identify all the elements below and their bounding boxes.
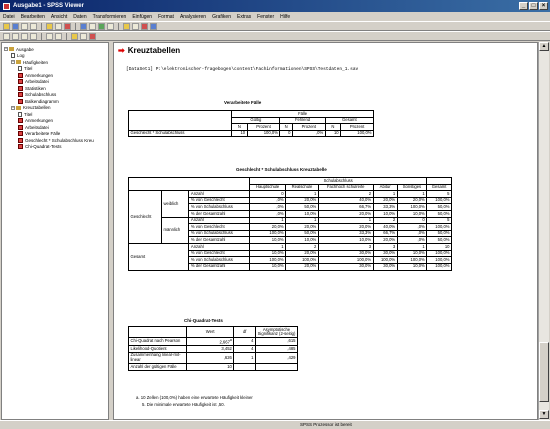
table-cell: 100,0% <box>250 230 286 237</box>
menu-item[interactable]: Bearbeiten <box>20 13 45 20</box>
table-cell: 0 <box>397 217 427 224</box>
chi-square-title: Chi-Quadrat-Tests <box>184 318 223 323</box>
corner-cell <box>129 178 250 191</box>
table-icon <box>18 118 23 123</box>
print-preview-icon[interactable] <box>30 23 37 30</box>
tree-item-label: Geschlecht * Schulabschluss Kreu <box>25 137 94 143</box>
menu-item[interactable]: Ansicht <box>50 13 68 20</box>
insert-text-icon[interactable] <box>132 23 139 30</box>
chi-square-table[interactable] <box>128 326 298 371</box>
output-pane[interactable] <box>113 42 538 420</box>
table-cell: 100,0% <box>250 257 286 264</box>
hide-icon[interactable] <box>55 33 62 40</box>
column-header: Prozent <box>292 124 325 131</box>
dataset-path: [DataSet1] P:\elektronischer-fragebogen\content\Fachinformationen\SPSS\Testdaten_1.sav <box>126 67 359 72</box>
table-cell: 1 <box>250 217 286 224</box>
table-cell: 10,0% <box>318 237 373 244</box>
table-cell <box>256 338 298 346</box>
table-cell: 10,0% <box>250 250 286 257</box>
table-row <box>129 338 298 346</box>
close-button[interactable]: × <box>539 2 548 10</box>
table-cell <box>187 352 234 363</box>
table-cell: 100,0% <box>341 130 374 137</box>
crosstab-table[interactable] <box>128 177 452 271</box>
cell-value: 4 <box>251 338 254 344</box>
menu-item[interactable]: Analysieren <box>179 13 207 20</box>
tree-item-label: Statistiken <box>25 85 46 91</box>
table-cell: 100,0% <box>397 257 427 264</box>
table-cell: 10,0% <box>286 237 319 244</box>
table-row <box>129 244 452 251</box>
section-heading-text: Kreuztabellen <box>127 46 181 55</box>
table-cell: 20,0% <box>373 197 397 204</box>
crosstab-title: Geschlecht * Schulabschluss Kreuztabelle <box>236 167 327 172</box>
tree-item-label: Schulabschluss <box>25 92 57 98</box>
maximize-button[interactable]: □ <box>529 2 538 10</box>
table-cell: 0 <box>280 130 293 137</box>
table-row <box>129 178 452 185</box>
table-cell: 10,0% <box>250 263 286 270</box>
table-cell: ,0% <box>397 237 427 244</box>
corner-cell <box>129 111 232 131</box>
scroll-thumb[interactable] <box>539 342 549 402</box>
table-cell: 20,0% <box>286 224 319 231</box>
row-header: % der Gesamtzahl <box>189 263 250 270</box>
show-all-icon[interactable] <box>141 23 148 30</box>
table-cell: 30,0% <box>318 250 373 257</box>
table-cell: 100,0% <box>427 257 452 264</box>
table-icon <box>18 86 23 91</box>
book-icon <box>16 60 21 64</box>
document-icon <box>18 66 22 71</box>
document-icon <box>11 53 15 58</box>
insert-heading-icon[interactable] <box>71 33 78 40</box>
chi-footnote-1: a. 10 Zellen (100,0%) haben eine erwartete Häufigkeit kleiner <box>136 395 253 400</box>
column-header: Fachhoch schulreife <box>318 184 373 191</box>
table-cell: 20,0% <box>286 250 319 257</box>
cell-value: ,615 <box>287 338 296 344</box>
save-icon[interactable] <box>12 23 19 30</box>
row-header: % von Geschlecht <box>189 250 250 257</box>
variables-icon[interactable] <box>98 23 105 30</box>
tree-item-label: Anmerkungen <box>25 118 54 124</box>
table-cell: 50,0% <box>427 230 452 237</box>
collapse-icon[interactable] <box>30 33 37 40</box>
table-icon <box>18 99 23 104</box>
tree-item-label: Log <box>17 53 25 59</box>
row-header: % von Geschlecht <box>189 197 250 204</box>
table-cell: 20,0% <box>397 197 427 204</box>
table-row <box>129 327 298 338</box>
table-row <box>129 352 298 363</box>
table-cell: 10,0% <box>397 250 427 257</box>
scroll-down-icon[interactable]: ▼ <box>539 410 549 419</box>
menu-item[interactable]: Transformieren <box>92 13 127 20</box>
table-cell: 50,0% <box>427 204 452 211</box>
table-cell: 1 <box>250 244 286 251</box>
table-cell: 1 <box>286 191 319 198</box>
table-row <box>129 364 298 371</box>
table-cell: 10 <box>427 244 452 251</box>
tree-item-label: Verarbeitete Fälle <box>25 131 61 137</box>
footnote-marker: a <box>229 337 232 342</box>
table-cell <box>187 338 234 346</box>
table-cell: 33,3% <box>373 204 397 211</box>
table-icon <box>18 131 23 136</box>
goto-case-icon[interactable] <box>89 23 96 30</box>
menu-item[interactable]: Einfügen <box>132 13 153 20</box>
vertical-scrollbar[interactable] <box>538 42 549 420</box>
tree-item[interactable] <box>4 137 106 144</box>
cell-value: ,485 <box>287 345 296 351</box>
row-header: Geschlecht <box>129 191 162 244</box>
table-cell: 50,0% <box>286 204 319 211</box>
row-header: Anzahl der gültigen Fälle <box>129 364 187 371</box>
table-cell: ,0% <box>250 204 286 211</box>
column-header: N <box>280 124 293 131</box>
table-row <box>129 217 452 224</box>
chi-footnote-2: 5. Die minimale erwartete Häufigkeit ist ,50. <box>142 402 225 407</box>
insert-title-icon[interactable] <box>123 23 130 30</box>
table-cell: 33,3% <box>318 230 373 237</box>
outline-toolbar <box>0 31 550 41</box>
column-header: N <box>325 124 340 131</box>
column-header: Realschule <box>286 184 319 191</box>
print-icon[interactable] <box>21 23 28 30</box>
row-header: % der Gesamtzahl <box>189 211 250 218</box>
menu-item[interactable]: Datei <box>3 13 15 20</box>
designate-window-icon[interactable] <box>150 23 157 30</box>
table-row <box>129 111 374 118</box>
menu-bar <box>0 12 550 21</box>
expand-toggle-icon[interactable]: − <box>5 46 8 52</box>
table-cell: 10 <box>325 130 340 137</box>
undo-icon[interactable] <box>64 23 71 30</box>
cell-value: ,429 <box>287 354 296 360</box>
table-cell: ,0% <box>397 230 427 237</box>
table-cell: 10,0% <box>250 237 286 244</box>
menu-item[interactable]: Grafiken <box>212 13 231 20</box>
table-cell: ,0% <box>250 197 286 204</box>
tree-item-label: Häufigkeiten <box>23 59 49 65</box>
row-header: Zusammenhang linear-mit-linear <box>129 352 187 363</box>
table-cell: 40,0% <box>373 224 397 231</box>
tree-item-label: Balkendiagramm <box>25 98 59 104</box>
menu-item[interactable]: Extras <box>236 13 252 20</box>
table-cell: 100,0% <box>286 257 319 264</box>
table-cell: 2 <box>373 217 397 224</box>
row-header: männlich <box>161 217 188 243</box>
table-cell: 100,0% <box>318 257 373 264</box>
table-cell: 3 <box>373 244 397 251</box>
expand-toggle-icon[interactable]: − <box>12 59 15 65</box>
table-cell: 50,0% <box>286 230 319 237</box>
document-icon <box>18 112 22 117</box>
column-header: Abitur <box>373 184 397 191</box>
table-cell: 100,0% <box>247 130 280 137</box>
outline-tree[interactable] <box>1 42 109 420</box>
tree-item-label: Arbeitsdatei <box>25 79 49 85</box>
column-header: Fehlend <box>280 117 325 124</box>
table-cell: 30,0% <box>373 263 397 270</box>
table-row <box>129 346 298 353</box>
row-header: weiblich <box>161 191 188 217</box>
table-cell: 5 <box>427 191 452 198</box>
table-cell <box>256 352 298 363</box>
tree-item-label: Titel <box>24 111 33 117</box>
case-summary-table[interactable] <box>128 110 374 137</box>
table-cell: 2 <box>318 191 373 198</box>
cell-value: ,626 <box>223 354 232 360</box>
tree-item-label: Anmerkungen <box>25 72 54 78</box>
table-cell: 3 <box>318 244 373 251</box>
status-message: SPSS Prozessor ist bereit <box>300 422 352 427</box>
table-cell: 66,7% <box>373 230 397 237</box>
table-cell: 50,0% <box>427 211 452 218</box>
goto-data-icon[interactable] <box>80 23 87 30</box>
table-cell: 30,0% <box>373 250 397 257</box>
window-title: Ausgabe1 - SPSS Viewer <box>13 3 84 9</box>
column-header: Gesamt <box>325 117 373 124</box>
table-cell <box>234 338 256 346</box>
table-cell <box>234 346 256 353</box>
case-summary-title: Verarbeitete Fälle <box>224 100 262 105</box>
insert-chart-icon[interactable] <box>89 33 96 40</box>
table-cell: 100,0% <box>427 224 452 231</box>
row-header: Chi-Quadrat nach Pearson <box>129 338 187 346</box>
column-header: df <box>234 327 256 338</box>
section-heading <box>118 46 180 55</box>
book-icon <box>16 106 21 110</box>
row-header: Anzahl <box>189 191 250 198</box>
row-header: Anzahl <box>189 244 250 251</box>
tree-item-label: Ausgabe <box>16 46 34 52</box>
table-icon <box>18 73 23 78</box>
table-cell: ,0% <box>397 224 427 231</box>
column-header: Fälle <box>232 111 374 118</box>
row-header: % von Geschlecht <box>189 224 250 231</box>
title-bar <box>0 0 550 12</box>
column-header: Gültig <box>232 117 280 124</box>
find-icon[interactable] <box>107 23 114 30</box>
column-header: Wert <box>187 327 234 338</box>
table-icon <box>18 125 23 130</box>
corner-cell <box>129 327 187 338</box>
cell-value: 1 <box>251 354 254 360</box>
demote-icon[interactable] <box>12 33 19 40</box>
show-icon[interactable] <box>46 33 53 40</box>
row-header: % von Schulabschluss <box>189 230 250 237</box>
table-cell: 100,0% <box>427 250 452 257</box>
table-cell: 50,0% <box>427 237 452 244</box>
cell-value: 10 <box>227 363 232 369</box>
table-cell: 10,0% <box>397 211 427 218</box>
table-icon <box>18 138 23 143</box>
table-cell: 30,0% <box>318 263 373 270</box>
cell-value: 4 <box>251 345 254 351</box>
table-cell: 1 <box>318 217 373 224</box>
table-cell <box>256 364 298 371</box>
table-cell <box>187 364 234 371</box>
table-cell: 66,7% <box>318 204 373 211</box>
table-cell <box>234 352 256 363</box>
column-header: N <box>232 124 247 131</box>
scroll-up-icon[interactable]: ▲ <box>539 42 549 51</box>
table-cell: 10 <box>232 130 247 137</box>
expand-icon[interactable] <box>21 33 28 40</box>
row-header: Gesamt <box>129 244 189 270</box>
table-cell: 20,0% <box>286 263 319 270</box>
table-cell: 1 <box>397 244 427 251</box>
tree-item[interactable] <box>4 144 106 151</box>
table-cell: 10,0% <box>373 211 397 218</box>
column-header: Prozent <box>247 124 280 131</box>
table-cell <box>234 364 256 371</box>
row-header: % der Gesamtzahl <box>189 237 250 244</box>
table-icon <box>18 92 23 97</box>
book-icon <box>9 47 14 51</box>
table-cell: 100,0% <box>427 263 452 270</box>
recall-dialog-icon[interactable] <box>55 23 62 30</box>
table-row <box>129 191 452 198</box>
row-header: Geschlecht * Schulabschluss <box>129 130 232 137</box>
table-cell: ,0% <box>292 130 325 137</box>
table-cell: 20,0% <box>318 224 373 231</box>
tree-item-label: Arbeitsdatei <box>25 124 49 130</box>
tree-item-label: Titel <box>24 66 33 72</box>
table-cell: ,0% <box>250 211 286 218</box>
table-cell: 2 <box>286 244 319 251</box>
minimize-button[interactable]: _ <box>519 2 528 10</box>
table-cell: 10,0% <box>397 263 427 270</box>
status-bar <box>0 420 550 429</box>
menu-item[interactable]: Daten <box>73 13 87 20</box>
menu-item[interactable]: Fenster <box>257 13 275 20</box>
table-cell: 20,0% <box>250 224 286 231</box>
cell-value: 3,452 <box>221 345 232 351</box>
table-cell: 100,0% <box>373 257 397 264</box>
row-header: % von Schulabschluss <box>189 204 250 211</box>
table-icon <box>18 144 23 149</box>
insert-new-text-icon[interactable] <box>80 33 87 40</box>
column-header: Prozent <box>341 124 374 131</box>
column-header: Schulabschluss <box>250 178 427 185</box>
row-header: Likelihood-Quotient <box>129 346 187 353</box>
table-cell: 0 <box>250 191 286 198</box>
column-header: Sonstiges <box>397 184 427 191</box>
table-cell: 1 <box>373 191 397 198</box>
table-cell: 1 <box>286 217 319 224</box>
table-row <box>129 130 374 137</box>
tree-item-label: Kreuztabellen <box>23 105 51 111</box>
column-header: Gesamt <box>427 184 452 191</box>
corner-cell <box>427 178 452 185</box>
table-cell: 100,0% <box>397 204 427 211</box>
table-cell: 20,0% <box>318 211 373 218</box>
expand-toggle-icon[interactable]: − <box>12 104 15 110</box>
table-cell: 20,0% <box>286 197 319 204</box>
spss-app-icon <box>3 3 10 10</box>
menu-item[interactable]: Format <box>158 13 174 20</box>
menu-item[interactable]: Hilfe <box>280 13 291 20</box>
row-header: Anzahl <box>189 217 250 224</box>
column-header: Asymptotische Signifikanz (2-seitig) <box>256 327 298 338</box>
row-header: % von Schulabschluss <box>189 257 250 264</box>
table-cell: 100,0% <box>427 197 452 204</box>
table-icon <box>18 79 23 84</box>
table-cell: 10,0% <box>286 211 319 218</box>
table-cell: 40,0% <box>318 197 373 204</box>
table-cell: 5 <box>427 217 452 224</box>
table-cell: 1 <box>397 191 427 198</box>
table-cell <box>187 346 234 353</box>
open-file-icon[interactable] <box>3 23 10 30</box>
table-cell: 20,0% <box>373 237 397 244</box>
table-cell <box>256 346 298 353</box>
cell-value: 2,667 <box>219 339 230 345</box>
current-item-arrow-icon: ➡ <box>118 46 125 55</box>
export-icon[interactable] <box>46 23 53 30</box>
main-toolbar <box>0 21 550 31</box>
column-header: Hauptschule <box>250 184 286 191</box>
tree-item-label: Chi-Quadrat-Tests <box>25 144 62 150</box>
promote-icon[interactable] <box>3 33 10 40</box>
